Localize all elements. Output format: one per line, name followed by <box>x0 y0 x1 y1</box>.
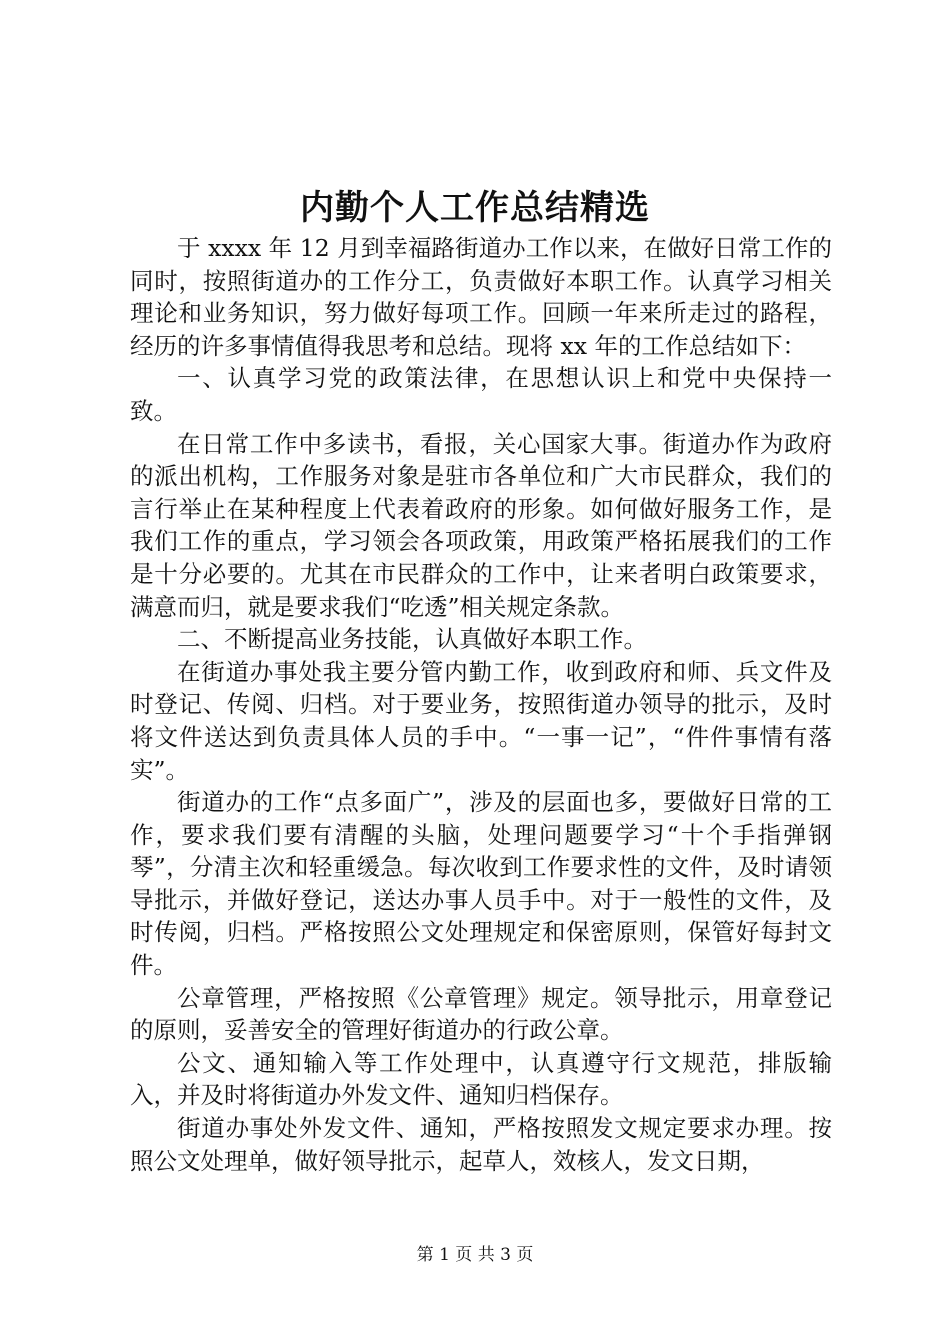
page-footer: 第 1 页 共 3 页 <box>416 1245 534 1265</box>
paragraph-duties: 在街道办事处我主要分管内勤工作，收到政府和师、兵文件及时登记、传阅、归档。对于要业务，按照街道办领导的批示，及时将文件送达到负责具体人员的手中。“一事一记”，“件件事情有落实”。 <box>130 657 832 784</box>
paragraph-seal: 公章管理，严格按照《公章管理》规定。领导批示，用章登记的原则，妥善安全的管理好街道办的行政公章。 <box>130 983 832 1045</box>
paragraph-input: 公文、通知输入等工作处理中，认真遵守行文规范，排版输入，并及时将街道办外发文件、通知归档保存。 <box>130 1048 832 1110</box>
paragraph-outgoing: 街道办事处外发文件、通知，严格按照发文规定要求办理。按照公文处理单，做好领导批示，起草人，效核人，发文日期， <box>130 1114 832 1175</box>
document-body <box>130 232 832 1177</box>
paragraph-intro: 于 xxxx 年 12 月到幸福路街道办工作以来，在做好日常工作的同时，按照街道办的工作分工，负责做好本职工作。认真学习相关理论和业务知识，努力做好每项工作。回顾一年来所走过的路程，经历的许多事情值得我思考和总结。现将 xx 年的工作总结如下： <box>130 234 832 360</box>
section-heading-1: 一、认真学习党的政策法律，在思想认识上和党中央保持一致。 <box>130 364 832 425</box>
paragraph-study: 在日常工作中多读书，看报，关心国家大事。街道办作为政府的派出机构，工作服务对象是驻市各单位和广大市民群众，我们的言行举止在某种程度上代表着政府的形象。如何做好服务工作，是我们工作的重点，学习领会各项政策，用政策严格拓展我们的工作是十分必要的。尤其在市民群众的工作中，让来者明白政策要求，满意而归，就是要求我们“吃透”相关规定条款。 <box>130 429 832 621</box>
section-heading-2: 二、不断提高业务技能，认真做好本职工作。 <box>177 625 647 654</box>
paragraph-workload: 街道办的工作“点多面广”，涉及的层面也多，要做好日常的工作，要求我们要有清醒的头脑，处理问题要学习“十个手指弹钢琴”，分清主次和轻重缓急。每次收到工作要求性的文件，及时请领导批示，并做好登记，送达办事人员手中。对于一般性的文件，及时传阅，归档。严格按照公文处理规定和保密原则，保管好每封文件。 <box>130 788 832 980</box>
document-title: 内勤个人工作总结精选 <box>300 188 650 228</box>
